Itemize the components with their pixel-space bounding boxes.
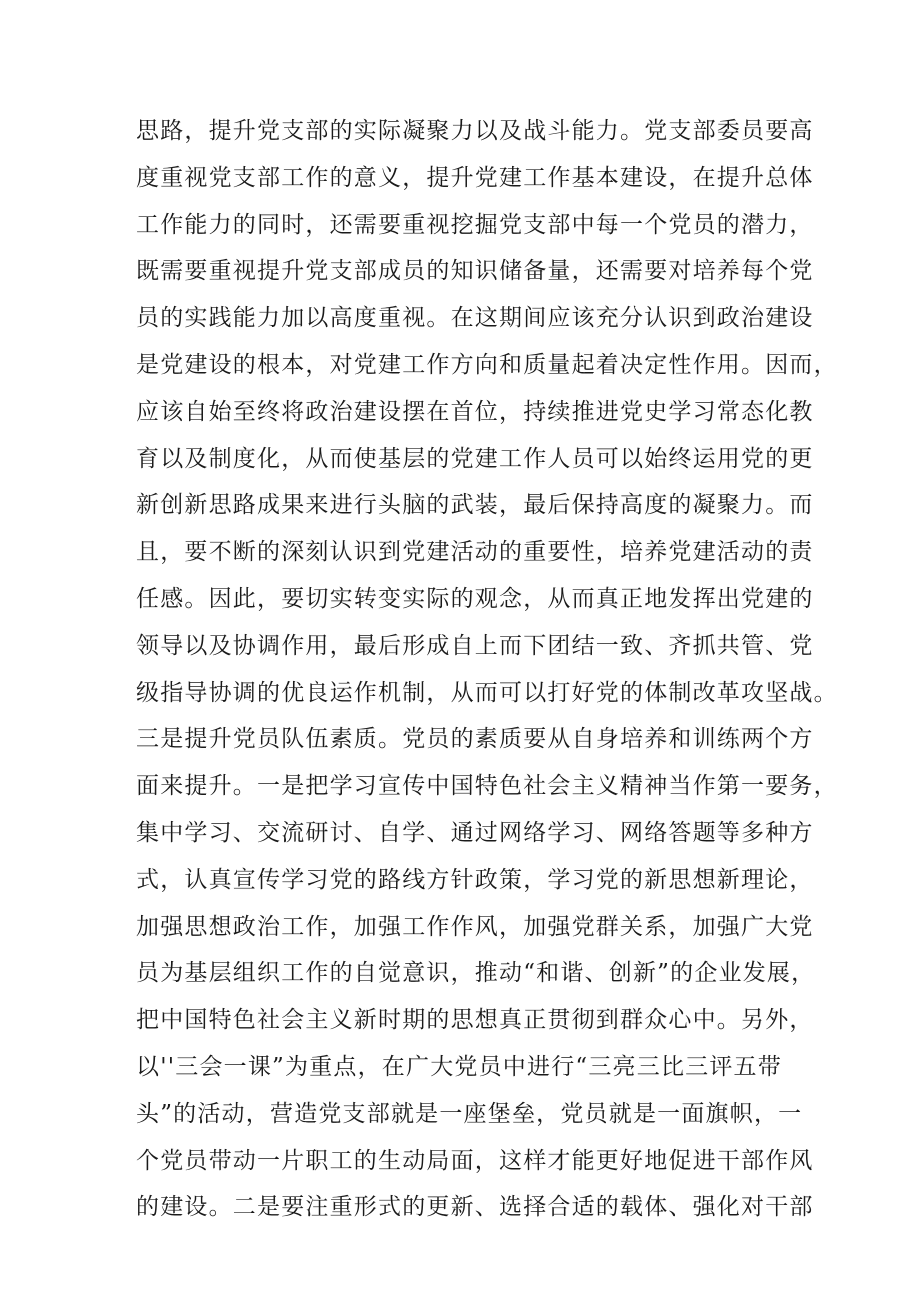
text-line: 的建设。二是要注重形式的更新、选择合适的载体、强化对干部 bbox=[136, 1194, 814, 1221]
text-line: 度重视党支部工作的意义，提升党建工作基本建设，在提升总体 bbox=[136, 164, 814, 191]
text-line: 思路，提升党支部的实际凝聚力以及战斗能力。党支部委员要高 bbox=[136, 118, 814, 144]
text-line: 个党员带动一片职工的生动局面，这样才能更好地促进干部作风 bbox=[136, 1147, 814, 1174]
text-line: 工作能力的同时，还需要重视挖掘党支部中每一个党员的潜力， bbox=[136, 211, 814, 238]
text-line: 加强思想政治工作，加强工作作风，加强党群关系，加强广大党 bbox=[136, 913, 814, 940]
text-line: 是党建设的根本，对党建工作方向和质量起着决定性作用。因而， bbox=[136, 351, 838, 378]
text-line: 三是提升党员队伍素质。党员的素质要从自身培养和训练两个方 bbox=[136, 726, 814, 753]
body-text bbox=[136, 108, 838, 1231]
text-line: 级指导协调的优良运作机制，从而可以打好党的体制改革攻坚战。 bbox=[136, 679, 838, 706]
text-line: 式，认真宣传学习党的路线方针政策，学习党的新思想新理论， bbox=[136, 866, 814, 893]
text-line: 面来提升。一是把学习宣传中国特色社会主义精神当作第一要务， bbox=[136, 773, 838, 800]
text-line: 集中学习、交流研讨、自学、通过网络学习、网络答题等多种方 bbox=[136, 819, 814, 846]
text-line: 领导以及协调作用，最后形成自上而下团结一致、齐抓共管、党 bbox=[136, 632, 814, 659]
text-line: 新创新思路成果来进行头脑的武装，最后保持高度的凝聚力。而 bbox=[136, 492, 814, 519]
text-line: 员的实践能力加以高度重视。在这期间应该充分认识到政治建设 bbox=[136, 305, 814, 332]
text-line: 任感。因此，要切实转变实际的观念，从而真正地发挥出党建的 bbox=[136, 585, 814, 612]
text-line: 把中国特色社会主义新时期的思想真正贯彻到群众心中。另外， bbox=[136, 1007, 814, 1034]
text-line: 头”的活动，营造党支部就是一座堡垒，党员就是一面旗帜，一 bbox=[136, 1100, 803, 1127]
text-line: 以''三会一课”为重点，在广大党员中进行“三亮三比三评五带 bbox=[136, 1053, 782, 1080]
text-line: 应该自始至终将政治建设摆在首位，持续推进党史学习常态化教 bbox=[136, 398, 814, 425]
text-line: 且，要不断的深刻认识到党建活动的重要性，培养党建活动的责 bbox=[136, 539, 814, 566]
text-line: 既需要重视提升党支部成员的知识储备量，还需要对培养每个党 bbox=[136, 258, 814, 285]
text-line: 员为基层组织工作的自觉意识，推动“和谐、创新”的企业发展， bbox=[136, 960, 816, 987]
text-line: 育以及制度化，从而使基层的党建工作人员可以始终运用党的更 bbox=[136, 445, 814, 472]
